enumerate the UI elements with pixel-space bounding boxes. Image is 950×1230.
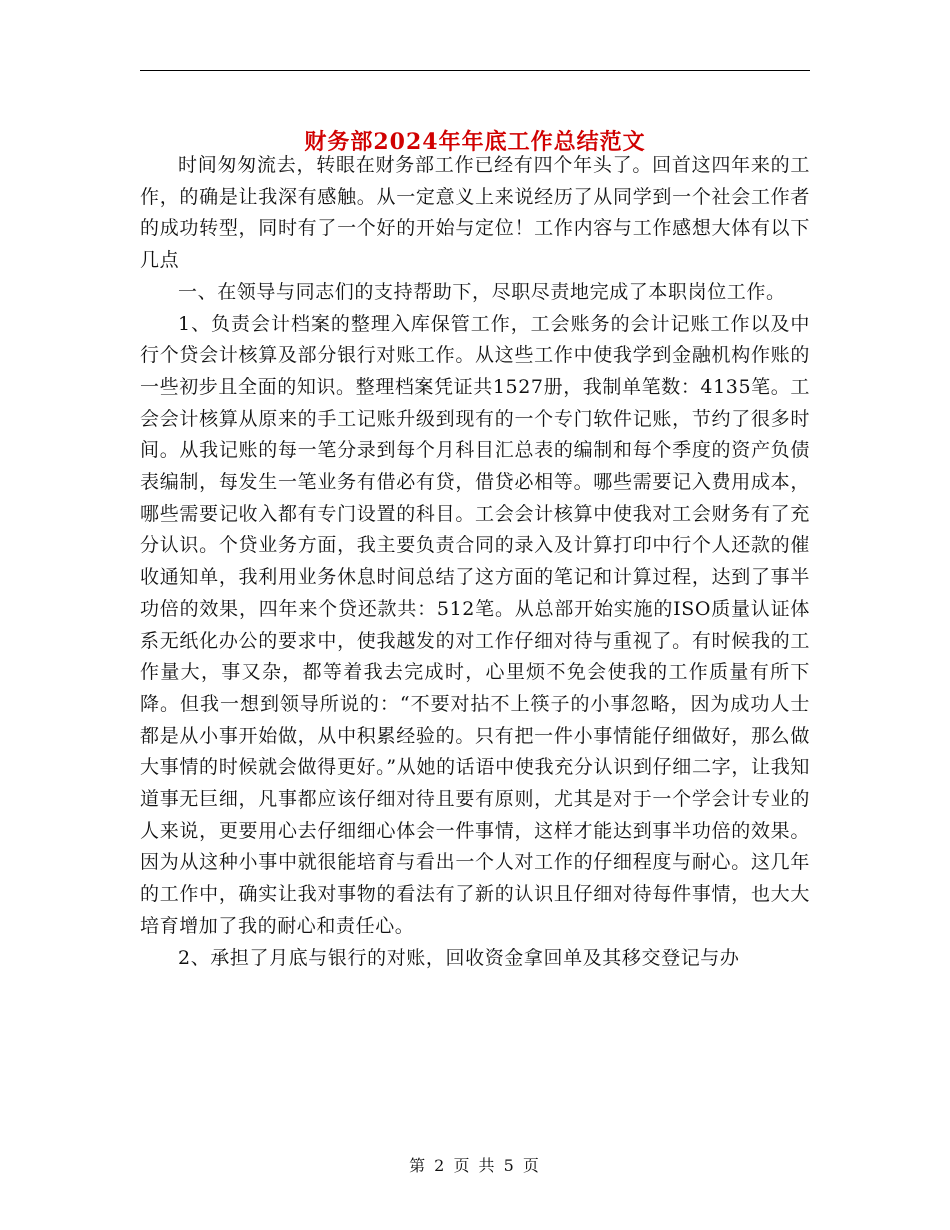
document-title: 财务部2024年年底工作总结范文 — [304, 128, 646, 155]
paragraph-item-two: 2、承担了月底与银行的对账，回收资金拿回单及其移交登记与办 — [178, 946, 740, 969]
paragraph-item-one: 1、负责会计档案的整理入库保管工作，工会账务的会计记账工作以及中行个贷会计核算及部分银行对账工作。从这些工作中使我学到金融机构作账的一些初步且全面的知识。整理档案凭证共1527册，我制单笔数：4135笔。工会会计核算从原来的手工记账升级到现有的一个专门软件记账，节约了很多时间。从我记账的每一笔分录到每个月科目汇总表的编制和每个季度的资产负债表编制，每发生一笔业务有借必有贷，借贷必相等。哪些需要记入费用成本，哪些需要记收入都有专门设置的科目。工会会计核算中使我对工会财务有了充分认识。个贷业务方面，我主要负责合同的录入及计算打印中行个人还款的催收通知单，我利用业务休息时间总结了这方面的笔记和计算过程，达到了事半功倍的效果，四年来个贷还款共：512笔。从总部开始实施的ISO质量认证体系无纸化办公的要求中，使我越发的对工作仔细对待与重视了。有时候我的工作量大，事又杂，都等着我去完成时，心里烦不免会使我的工作质量有所下降。但我一想到领导所说的：“不要对拈不上筷子的小事忽略，因为成功人士都是从小事开始做，从中积累经验的。只有把一件小事情能仔细做好，那么做大事情的时候就会做得更好。”从她的话语中使我充分认识到仔细二字，让我知道事无巨细，凡事都应该仔细对待且要有原则，尤其是对于一个学会计专业的人来说，更要用心去仔细细心体会一件事情，这样才能达到事半功倍的效果。因为从这种小事中就很能培育与看出一个人对工作的仔细程度与耐心。这几年的工作中，确实让我对事物的看法有了新的认识且仔细对待每件事情，也大大培育增加了我的耐心和责任心。 — [140, 312, 810, 937]
page-number: 第 2 页 共 5 页 — [409, 1156, 541, 1175]
header-rule — [140, 70, 810, 71]
document-body — [140, 150, 810, 974]
paragraph-section-one: 一、在领导与同志们的支持帮助下，尽职尽责地完成了本职岗位工作。 — [178, 280, 786, 303]
paragraph-intro: 时间匆匆流去，转眼在财务部工作已经有四个年头了。回首这四年来的工作，的确是让我深有感触。从一定意义上来说经历了从同学到一个社会工作者的成功转型，同时有了一个好的开始与定位！工作内容与工作感想大体有以下几点 — [140, 154, 810, 272]
